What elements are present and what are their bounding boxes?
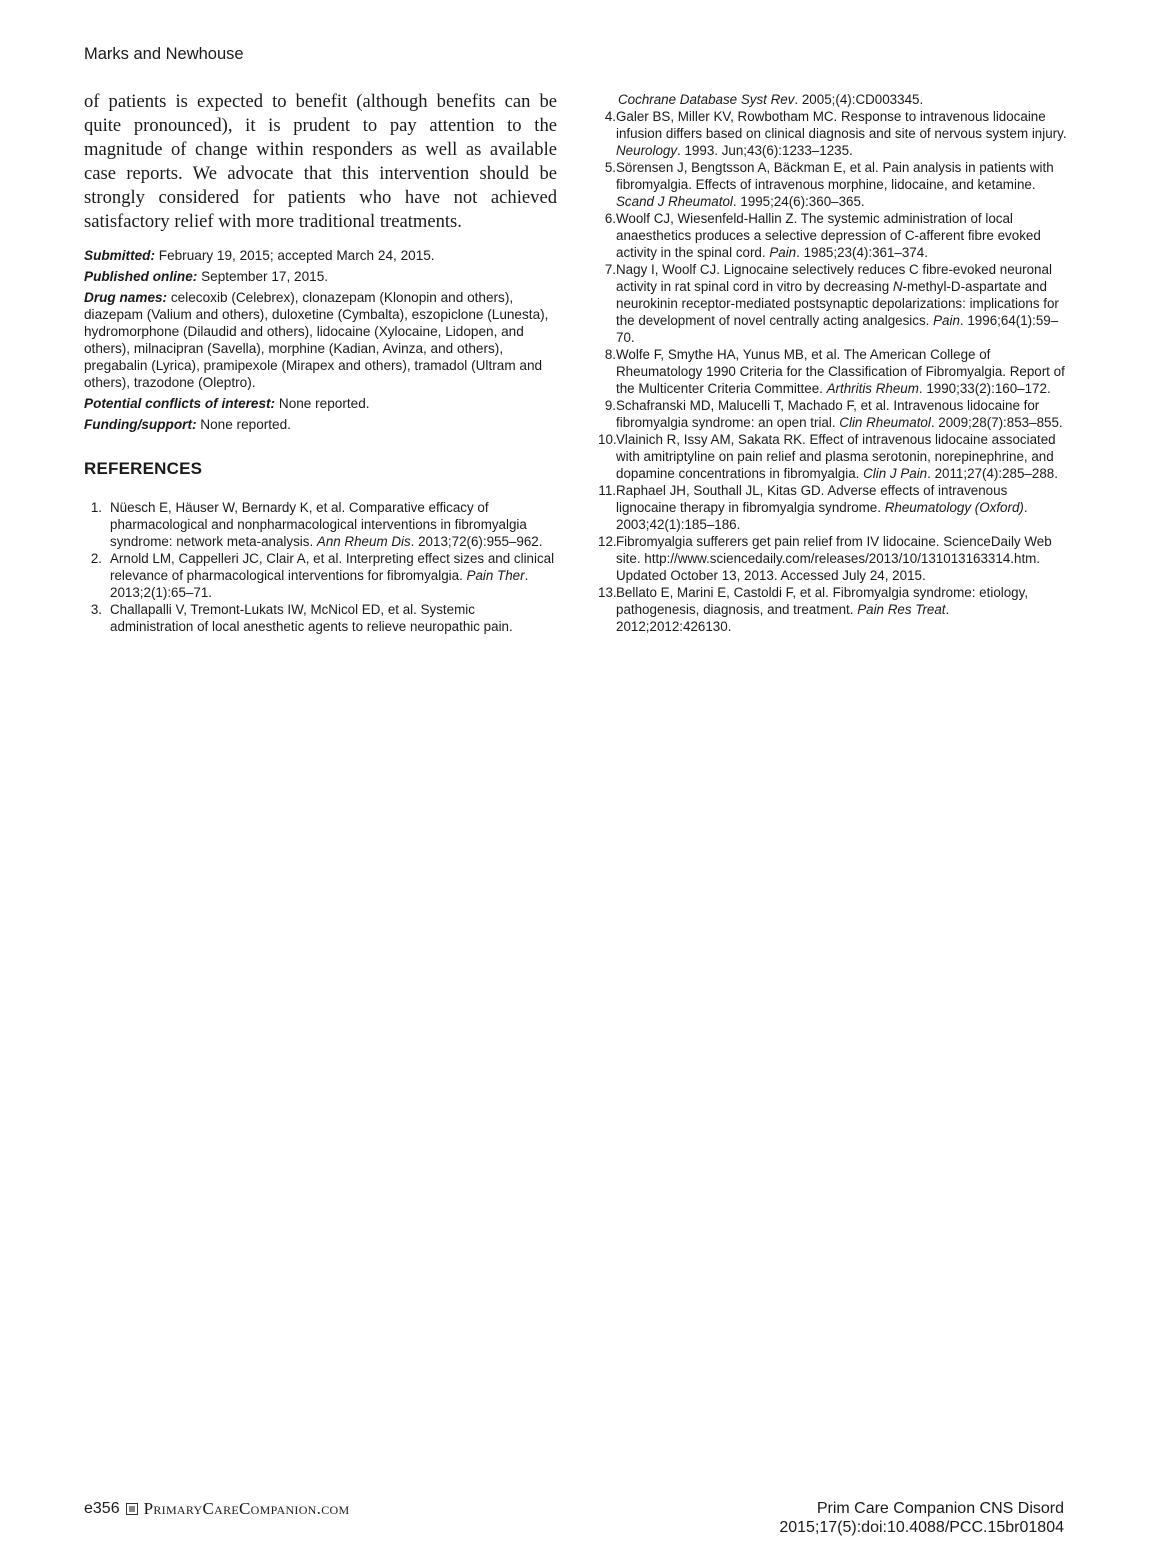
reference-item — [84, 601, 557, 635]
square-bullet-icon — [126, 1503, 138, 1515]
journal-title: Pain Res Treat — [857, 602, 946, 617]
reference-item — [598, 431, 1068, 482]
reference-body — [616, 261, 1068, 346]
reference-body — [616, 397, 1068, 431]
reference-text: Nagy I, Woolf CJ. Lignocaine selectively reduces C fibre-evoked neuronal activity in rat spinal cord in vitro by decreasing — [616, 262, 1052, 294]
reference-body — [616, 431, 1068, 482]
reference-body — [616, 210, 1068, 261]
reference-body — [616, 346, 1068, 397]
reference-number: 2. — [90, 551, 102, 566]
journal-title: Rheumatology (Oxford) — [884, 500, 1024, 515]
references-list-left — [84, 499, 557, 635]
meta-label: Funding/support: — [84, 417, 197, 432]
reference-text: Schafranski MD, Malucelli T, Machado F, et al. Intravenous lidocaine for fibromyalgia syndrome: an open trial. — [616, 398, 1040, 430]
reference-text: Wolfe F, Smythe HA, Yunus MB, et al. The American College of Rheumatology 1990 Criteria for the Classification of Fibromyalgia. Report of the Multicenter Criteria Committee. — [616, 347, 1065, 396]
meta-conflicts — [84, 395, 557, 412]
reference-number: 11. — [598, 483, 616, 498]
left-column — [84, 90, 557, 635]
footer-left — [84, 1499, 349, 1519]
meta-text: celecoxib (Celebrex), clonazepam (Klonopin and others), diazepam (Valium and others), duloxetine (Cymbalta), eszopiclone (Lunesta), hydromorphone (Dilaudid and others), lidocaine (Xylocaine, Lidopen, and others), milnacipran (Savella), morphine (Kadian, Avinza, and others), pregabalin (Lyrica), pramipexole (Mirapex and others), tramadol (Ultram and others), trazodone (Oleptro). — [84, 290, 549, 390]
reference-body — [110, 601, 557, 635]
article-metadata — [84, 247, 557, 433]
reference-body — [110, 499, 557, 550]
meta-label: Submitted: — [84, 248, 155, 263]
journal-name: Prim Care Companion CNS Disord — [816, 1500, 1064, 1517]
journal-title: N — [892, 279, 903, 294]
journal-title: Ann Rheum Dis — [316, 534, 411, 549]
journal-website: PrimaryCareCompanion.com — [143, 1499, 350, 1518]
running-head: Marks and Newhouse — [84, 45, 244, 63]
meta-label: Published online: — [84, 269, 198, 284]
reference-item — [84, 499, 557, 550]
reference-item — [598, 482, 1068, 533]
reference-text: Nüesch E, Häuser W, Bernardy K, et al. Comparative efficacy of pharmacological and nonpharmacological interventions in fibromyalgia syndrome: network meta-analysis. — [110, 500, 527, 549]
meta-funding — [84, 416, 557, 433]
reference-text: . 2005;(4):CD003345. — [794, 92, 924, 107]
reference-number: 4. — [604, 109, 616, 124]
reference-body — [616, 482, 1068, 533]
reference-text: Woolf CJ, Wiesenfeld-Hallin Z. The systemic administration of local anaesthetics produces a selective depression of C-afferent fibre evoked activity in the spinal cord. — [616, 211, 1041, 260]
journal-title: Cochrane Database Syst Rev — [618, 92, 795, 107]
reference-number: 5. — [604, 160, 616, 175]
reference-number: 10. — [598, 432, 617, 447]
reference-text: . 2003;42(1):185–186. — [616, 500, 1028, 532]
meta-text: None reported. — [275, 396, 370, 411]
references-list-right — [600, 108, 1068, 635]
reference-text: . 2013;2(1):65–71. — [110, 568, 529, 600]
meta-published — [84, 268, 557, 285]
reference-item — [598, 584, 1068, 635]
reference-item — [598, 346, 1068, 397]
reference-item — [598, 533, 1068, 584]
reference-body — [616, 108, 1068, 159]
reference-text: . 1985;23(4):361–374. — [796, 245, 928, 260]
journal-title: Clin Rheumatol — [839, 415, 931, 430]
references-heading: REFERENCES — [84, 459, 203, 478]
reference-text: Vlainich R, Issy AM, Sakata RK. Effect of intravenous lidocaine associated with amitriptyline on pain relief and plasma serotonin, norepinephrine, and dopamine concentrations in fibromyalgia. — [616, 432, 1056, 481]
reference-text: . 1995;24(6):360–365. — [732, 194, 865, 209]
meta-label: Drug names: — [84, 290, 168, 305]
reference-body — [616, 159, 1068, 210]
reference-item — [598, 210, 1068, 261]
reference-item — [598, 397, 1068, 431]
journal-title: Clin J Pain — [863, 466, 928, 481]
page-number: e356 — [84, 1500, 120, 1517]
reference-number: 9. — [604, 398, 616, 413]
reference-item — [598, 159, 1068, 210]
reference-text: Arnold LM, Cappelleri JC, Clair A, et al. Interpreting effect sizes and clinical relevance of pharmacological interventions for fibromyalgia. — [110, 551, 555, 583]
reference-text: Bellato E, Marini E, Castoldi F, et al. Fibromyalgia syndrome: etiology, pathogenesis, diagnosis, and treatment. — [616, 585, 1029, 617]
meta-text: None reported. — [196, 417, 291, 432]
reference-text: . 1993. Jun;43(6):1233–1235. — [677, 143, 853, 158]
reference-body — [616, 533, 1068, 584]
reference-text: . 2011;27(4):285–288. — [927, 466, 1058, 481]
reference-text: Raphael JH, Southall JL, Kitas GD. Adverse effects of intravenous lignocaine therapy in fibromyalgia syndrome. — [616, 483, 1008, 515]
meta-text: September 17, 2015. — [197, 269, 329, 284]
reference-text: Challapalli V, Tremont-Lukats IW, McNicol ED, et al. Systemic administration of local anesthetic agents to relieve neuropathic pain. — [110, 602, 513, 634]
journal-title: Neurology — [616, 143, 678, 158]
reference-number: 7. — [604, 262, 616, 277]
reference-text: Sörensen J, Bengtsson A, Bäckman E, et al. Pain analysis in patients with fibromyalgia. Effects of intravenous morphine, lidocaine, and ketamine. — [616, 160, 1054, 192]
reference-item — [598, 261, 1068, 346]
reference-number: 8. — [604, 347, 616, 362]
meta-text: February 19, 2015; accepted March 24, 2015. — [154, 248, 435, 263]
reference-number: 1. — [90, 500, 102, 515]
reference-number: 3. — [90, 602, 102, 617]
reference-text: . 2009;28(7):853–855. — [930, 415, 1063, 430]
meta-submitted — [84, 247, 557, 264]
reference-item — [598, 108, 1068, 159]
journal-title: Pain — [769, 245, 797, 260]
reference-body — [616, 584, 1068, 635]
reference-number: 13. — [598, 585, 617, 600]
meta-drug-names — [84, 289, 557, 391]
reference-text: . 1990;33(2):160–172. — [918, 381, 1051, 396]
reference-text: . 2013;72(6):955–962. — [410, 534, 543, 549]
footer-right — [779, 1499, 1064, 1537]
meta-label: Potential conflicts of interest: — [84, 396, 276, 411]
citation-doi: 2015;17(5):doi:10.4088/PCC.15br01804 — [779, 1519, 1064, 1536]
reference-text: . 2012;2012:426130. — [616, 602, 950, 634]
journal-title: Arthritis Rheum — [826, 381, 919, 396]
reference-3-continuation — [600, 91, 1068, 108]
reference-number: 6. — [604, 211, 616, 226]
reference-body — [110, 550, 557, 601]
reference-number: 12. — [598, 534, 617, 549]
reference-text: Galer BS, Miller KV, Rowbotham MC. Response to intravenous lidocaine infusion differs based on clinical diagnosis and site of nervous system injury. — [616, 109, 1067, 141]
reference-text: Fibromyalgia sufferers get pain relief from IV lidocaine. ScienceDaily Web site. http://www.sciencedaily.com/releases/2013/10/131013163314.htm. Updated October 13, 2013. Accessed July 24, 2015. — [616, 534, 1052, 583]
reference-text: -methyl-D-aspartate and neurokinin receptor-mediated postsynaptic depolarizations: implications for the development of novel centrally acting analgesics. — [616, 279, 1059, 328]
journal-title: Pain — [933, 313, 960, 328]
reference-item — [84, 550, 557, 601]
right-column — [600, 91, 1068, 635]
reference-text: . 1996;64(1):59–70. — [616, 313, 1059, 345]
body-paragraph: of patients is expected to benefit (although benefits can be quite pronounced), it is prudent to pay attention to the magnitude of change within responders as well as available case reports. We advocate that this intervention should be strongly considered for patients who have not achieved satisfactory relief with more traditional treatments. — [84, 91, 557, 232]
journal-title: Scand J Rheumatol — [616, 194, 733, 209]
journal-title: Pain Ther — [466, 568, 525, 583]
